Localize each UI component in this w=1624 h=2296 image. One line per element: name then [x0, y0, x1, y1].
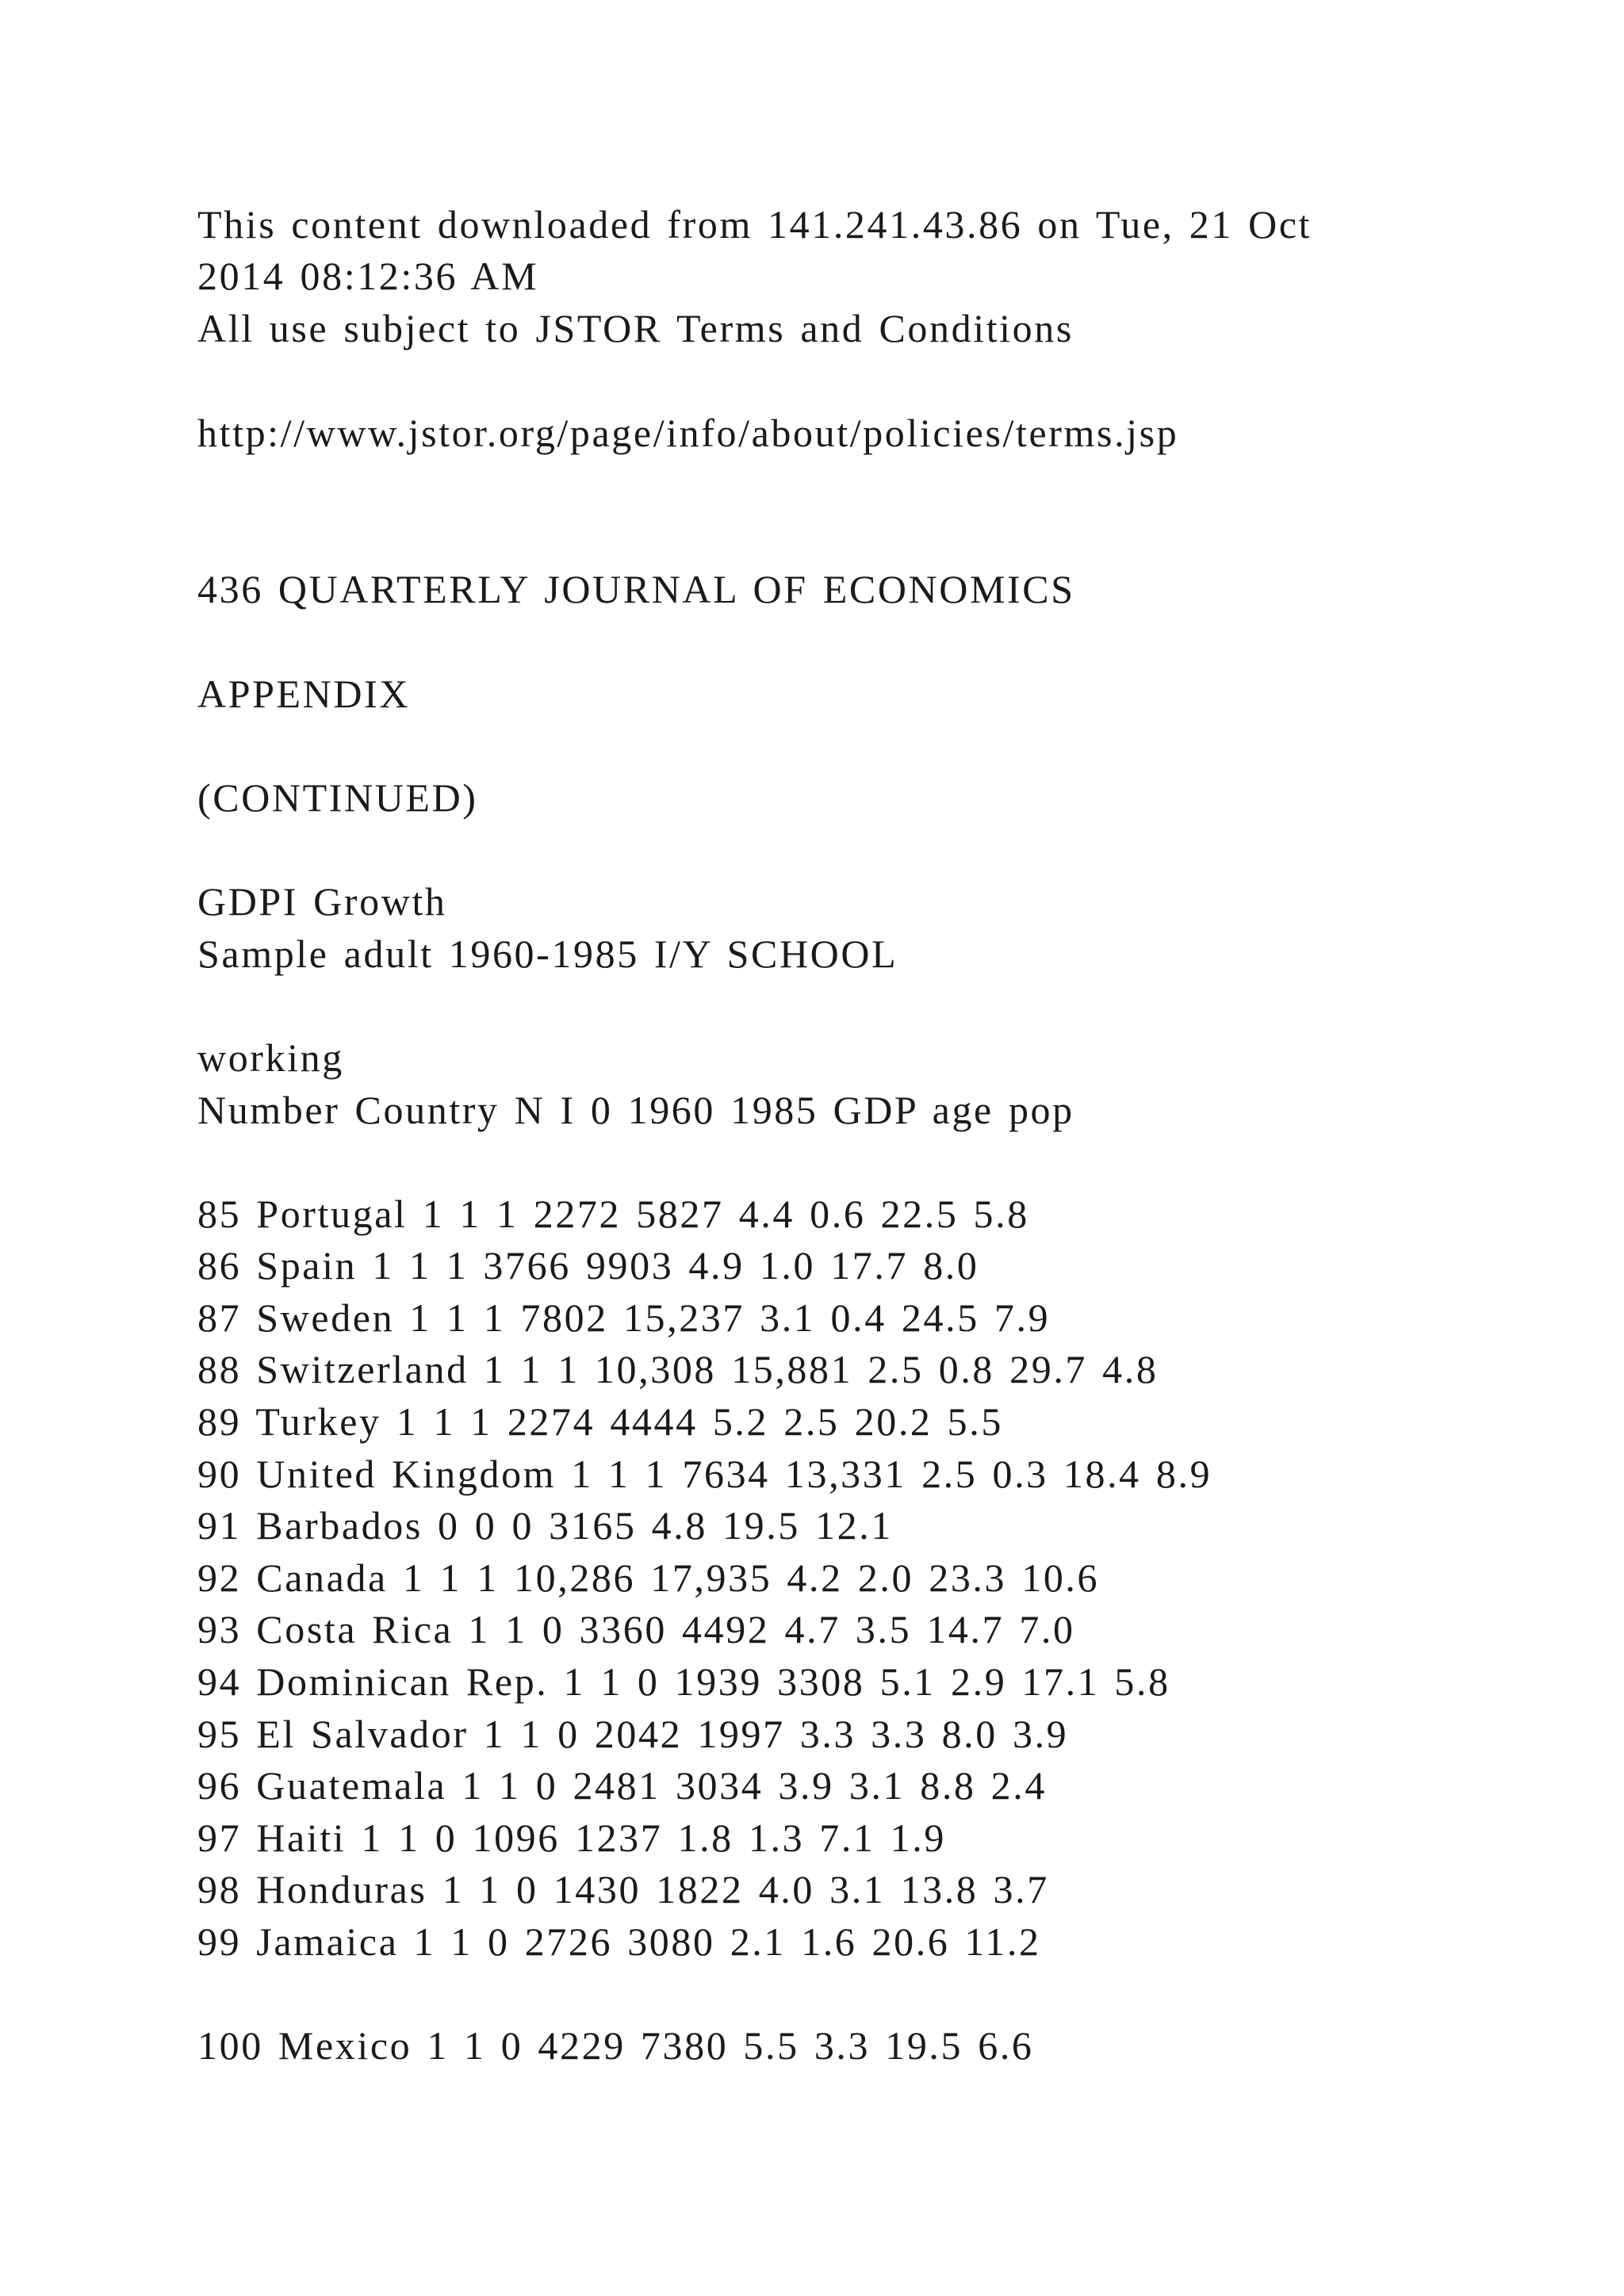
appendix-title: APPENDIX: [197, 672, 411, 716]
table-row: 99 Jamaica 1 1 0 2726 3080 2.1 1.6 20.6 11.2: [197, 1919, 1041, 1964]
continued-label: (CONTINUED): [197, 775, 478, 820]
table-row: 88 Switzerland 1 1 1 10,308 15,881 2.5 0.8 29.7 4.8: [197, 1347, 1159, 1391]
table-row: 93 Costa Rica 1 1 0 3360 4492 4.7 3.5 14.7 7.0: [197, 1607, 1075, 1651]
download-notice-line-2: 2014 08:12:36 AM: [197, 254, 539, 298]
table-row: 92 Canada 1 1 1 10,286 17,935 4.2 2.0 23.3 10.6: [197, 1556, 1100, 1600]
table-header-line-2: Sample adult 1960-1985 I/Y SCHOOL: [197, 932, 898, 976]
terms-url: http://www.jstor.org/page/info/about/policies/terms.jsp: [197, 411, 1179, 455]
table-row: 87 Sweden 1 1 1 7802 15,237 3.1 0.4 24.5 7.9: [197, 1295, 1051, 1340]
table-header-line-3: working: [197, 1035, 344, 1080]
table-header-line-1: GDPI Growth: [197, 879, 447, 924]
table-row: 100 Mexico 1 1 0 4229 7380 5.5 3.3 19.5 6.6: [197, 2023, 1034, 2068]
table-row: 96 Guatemala 1 1 0 2481 3034 3.9 3.1 8.8 2.4: [197, 1763, 1047, 1808]
table-row: 86 Spain 1 1 1 3766 9903 4.9 1.0 17.7 8.0: [197, 1243, 979, 1288]
table-row: 98 Honduras 1 1 0 1430 1822 4.0 3.1 13.8 3.7: [197, 1867, 1049, 1911]
table-row: 91 Barbados 0 0 0 3165 4.8 19.5 12.1: [197, 1503, 893, 1548]
table-row: 97 Haiti 1 1 0 1096 1237 1.8 1.3 7.1 1.9: [197, 1816, 946, 1860]
table-row: 90 United Kingdom 1 1 1 7634 13,331 2.5 0.3 18.4 8.9: [197, 1452, 1212, 1496]
journal-heading: 436 QUARTERLY JOURNAL OF ECONOMICS: [197, 567, 1075, 611]
download-notice-line-1: This content downloaded from 141.241.43.86 on Tue, 21 Oct: [197, 202, 1312, 247]
table-header-line-4: Number Country N I 0 1960 1985 GDP age pop: [197, 1088, 1074, 1132]
terms-notice: All use subject to JSTOR Terms and Conditions: [197, 306, 1074, 350]
table-row: 94 Dominican Rep. 1 1 0 1939 3308 5.1 2.9 17.1 5.8: [197, 1659, 1170, 1704]
table-row: 89 Turkey 1 1 1 2274 4444 5.2 2.5 20.2 5.5: [197, 1399, 1003, 1444]
table-row: 95 El Salvador 1 1 0 2042 1997 3.3 3.3 8.0 3.9: [197, 1712, 1069, 1756]
table-row: 85 Portugal 1 1 1 2272 5827 4.4 0.6 22.5 5.8: [197, 1192, 1029, 1236]
